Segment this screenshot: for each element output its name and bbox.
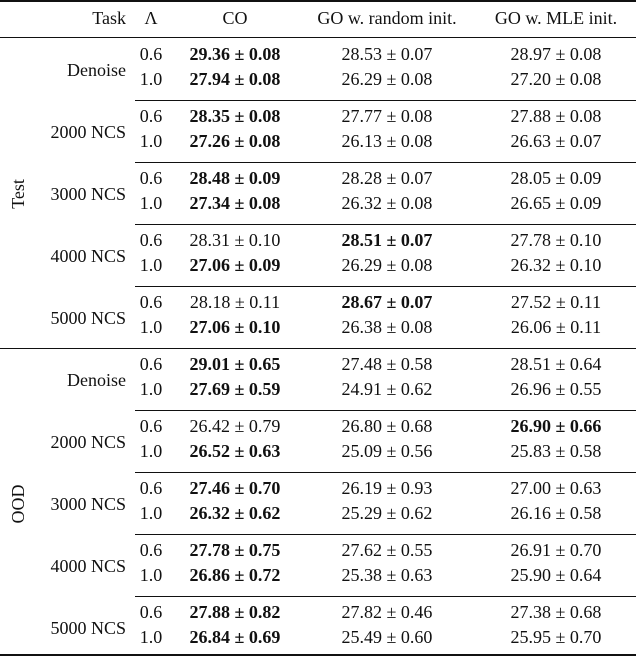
co-cell: 26.32 ± 0.62 (189, 503, 281, 523)
task-label: 2000 NCS (50, 122, 126, 142)
lambda-cell: 0.6 (139, 106, 163, 126)
lambda-cell: 1.0 (139, 317, 163, 337)
go-random-cell: 28.51 ± 0.07 (341, 230, 433, 250)
lambda-cell: 0.6 (139, 416, 163, 436)
lambda-cell: 0.6 (139, 540, 163, 560)
task-label: 3000 NCS (50, 184, 126, 204)
lambda-cell: 1.0 (139, 565, 163, 585)
co-cell: 26.42 ± 0.79 (189, 416, 281, 436)
go-mle-cell: 27.52 ± 0.11 (510, 292, 602, 312)
co-cell: 27.94 ± 0.08 (189, 69, 281, 89)
go-random-cell: 26.32 ± 0.08 (341, 193, 433, 213)
co-cell: 27.06 ± 0.10 (189, 317, 281, 337)
block-rule (135, 286, 636, 287)
co-cell: 29.01 ± 0.65 (189, 354, 281, 374)
go-random-cell: 26.29 ± 0.08 (341, 255, 433, 275)
block-rule (135, 534, 636, 535)
co-cell: 26.52 ± 0.63 (189, 441, 281, 461)
go-random-cell: 27.82 ± 0.46 (341, 602, 433, 622)
co-cell: 27.46 ± 0.70 (189, 478, 281, 498)
task-label: 4000 NCS (50, 556, 126, 576)
go-mle-cell: 26.96 ± 0.55 (510, 379, 602, 399)
go-mle-cell: 26.16 ± 0.58 (510, 503, 602, 523)
go-random-cell: 28.53 ± 0.07 (341, 44, 433, 64)
group-rule (0, 348, 636, 349)
go-random-cell: 25.38 ± 0.63 (341, 565, 433, 585)
bottom-rule (0, 654, 636, 656)
header-go-random: GO w. random init. (317, 8, 457, 28)
co-cell: 27.26 ± 0.08 (189, 131, 281, 151)
go-random-cell: 25.29 ± 0.62 (341, 503, 433, 523)
task-label: 5000 NCS (50, 618, 126, 638)
block-rule (135, 162, 636, 163)
co-cell: 27.78 ± 0.75 (189, 540, 281, 560)
task-label: 5000 NCS (50, 308, 126, 328)
block-rule (135, 472, 636, 473)
co-cell: 28.48 ± 0.09 (189, 168, 281, 188)
co-cell: 26.84 ± 0.69 (189, 627, 281, 647)
task-label: 2000 NCS (50, 432, 126, 452)
lambda-cell: 1.0 (139, 69, 163, 89)
header-lambda: Λ (144, 8, 158, 28)
co-cell: 27.69 ± 0.59 (189, 379, 281, 399)
go-mle-cell: 28.05 ± 0.09 (510, 168, 602, 188)
go-mle-cell: 27.88 ± 0.08 (510, 106, 602, 126)
lambda-cell: 0.6 (139, 478, 163, 498)
go-random-cell: 28.28 ± 0.07 (341, 168, 433, 188)
lambda-cell: 0.6 (139, 602, 163, 622)
task-label: Denoise (67, 60, 126, 80)
group-label-ood: OOD (8, 484, 28, 524)
lambda-cell: 1.0 (139, 503, 163, 523)
block-rule (135, 224, 636, 225)
go-random-cell: 25.09 ± 0.56 (341, 441, 433, 461)
go-random-cell: 27.48 ± 0.58 (341, 354, 433, 374)
go-mle-cell: 27.20 ± 0.08 (510, 69, 602, 89)
lambda-cell: 1.0 (139, 193, 163, 213)
go-random-cell: 26.80 ± 0.68 (341, 416, 433, 436)
group-label-test: Test (8, 179, 28, 209)
header-co: CO (222, 8, 248, 28)
go-mle-cell: 25.95 ± 0.70 (510, 627, 602, 647)
co-cell: 28.18 ± 0.11 (189, 292, 281, 312)
go-random-cell: 27.62 ± 0.55 (341, 540, 433, 560)
lambda-cell: 0.6 (139, 292, 163, 312)
go-mle-cell: 25.90 ± 0.64 (510, 565, 602, 585)
go-random-cell: 26.19 ± 0.93 (341, 478, 433, 498)
header-task: Task (92, 8, 126, 28)
go-random-cell: 27.77 ± 0.08 (341, 106, 433, 126)
go-random-cell: 26.13 ± 0.08 (341, 131, 433, 151)
co-cell: 27.88 ± 0.82 (189, 602, 281, 622)
lambda-cell: 1.0 (139, 627, 163, 647)
task-label: Denoise (67, 370, 126, 390)
go-mle-cell: 26.65 ± 0.09 (510, 193, 602, 213)
go-random-cell: 28.67 ± 0.07 (341, 292, 433, 312)
lambda-cell: 0.6 (139, 230, 163, 250)
lambda-cell: 1.0 (139, 131, 163, 151)
lambda-cell: 1.0 (139, 379, 163, 399)
go-mle-cell: 26.63 ± 0.07 (510, 131, 602, 151)
lambda-cell: 0.6 (139, 44, 163, 64)
co-cell: 27.06 ± 0.09 (189, 255, 281, 275)
go-mle-cell: 26.32 ± 0.10 (510, 255, 602, 275)
go-random-cell: 26.29 ± 0.08 (341, 69, 433, 89)
go-mle-cell: 28.51 ± 0.64 (510, 354, 602, 374)
header-rule (0, 37, 636, 38)
co-cell: 26.86 ± 0.72 (189, 565, 281, 585)
top-rule (0, 0, 636, 2)
block-rule (135, 100, 636, 101)
go-random-cell: 25.49 ± 0.60 (341, 627, 433, 647)
task-label: 3000 NCS (50, 494, 126, 514)
block-rule (135, 410, 636, 411)
lambda-cell: 1.0 (139, 255, 163, 275)
go-mle-cell: 27.38 ± 0.68 (510, 602, 602, 622)
co-cell: 28.31 ± 0.10 (189, 230, 281, 250)
lambda-cell: 0.6 (139, 168, 163, 188)
go-mle-cell: 26.90 ± 0.66 (510, 416, 602, 436)
co-cell: 27.34 ± 0.08 (189, 193, 281, 213)
header-go-mle: GO w. MLE init. (494, 8, 618, 28)
go-mle-cell: 27.00 ± 0.63 (510, 478, 602, 498)
go-mle-cell: 28.97 ± 0.08 (510, 44, 602, 64)
go-random-cell: 26.38 ± 0.08 (341, 317, 433, 337)
go-random-cell: 24.91 ± 0.62 (341, 379, 433, 399)
lambda-cell: 0.6 (139, 354, 163, 374)
co-cell: 28.35 ± 0.08 (189, 106, 281, 126)
go-mle-cell: 26.06 ± 0.11 (510, 317, 602, 337)
go-mle-cell: 25.83 ± 0.58 (510, 441, 602, 461)
task-label: 4000 NCS (50, 246, 126, 266)
go-mle-cell: 26.91 ± 0.70 (510, 540, 602, 560)
block-rule (135, 596, 636, 597)
co-cell: 29.36 ± 0.08 (189, 44, 281, 64)
go-mle-cell: 27.78 ± 0.10 (510, 230, 602, 250)
lambda-cell: 1.0 (139, 441, 163, 461)
